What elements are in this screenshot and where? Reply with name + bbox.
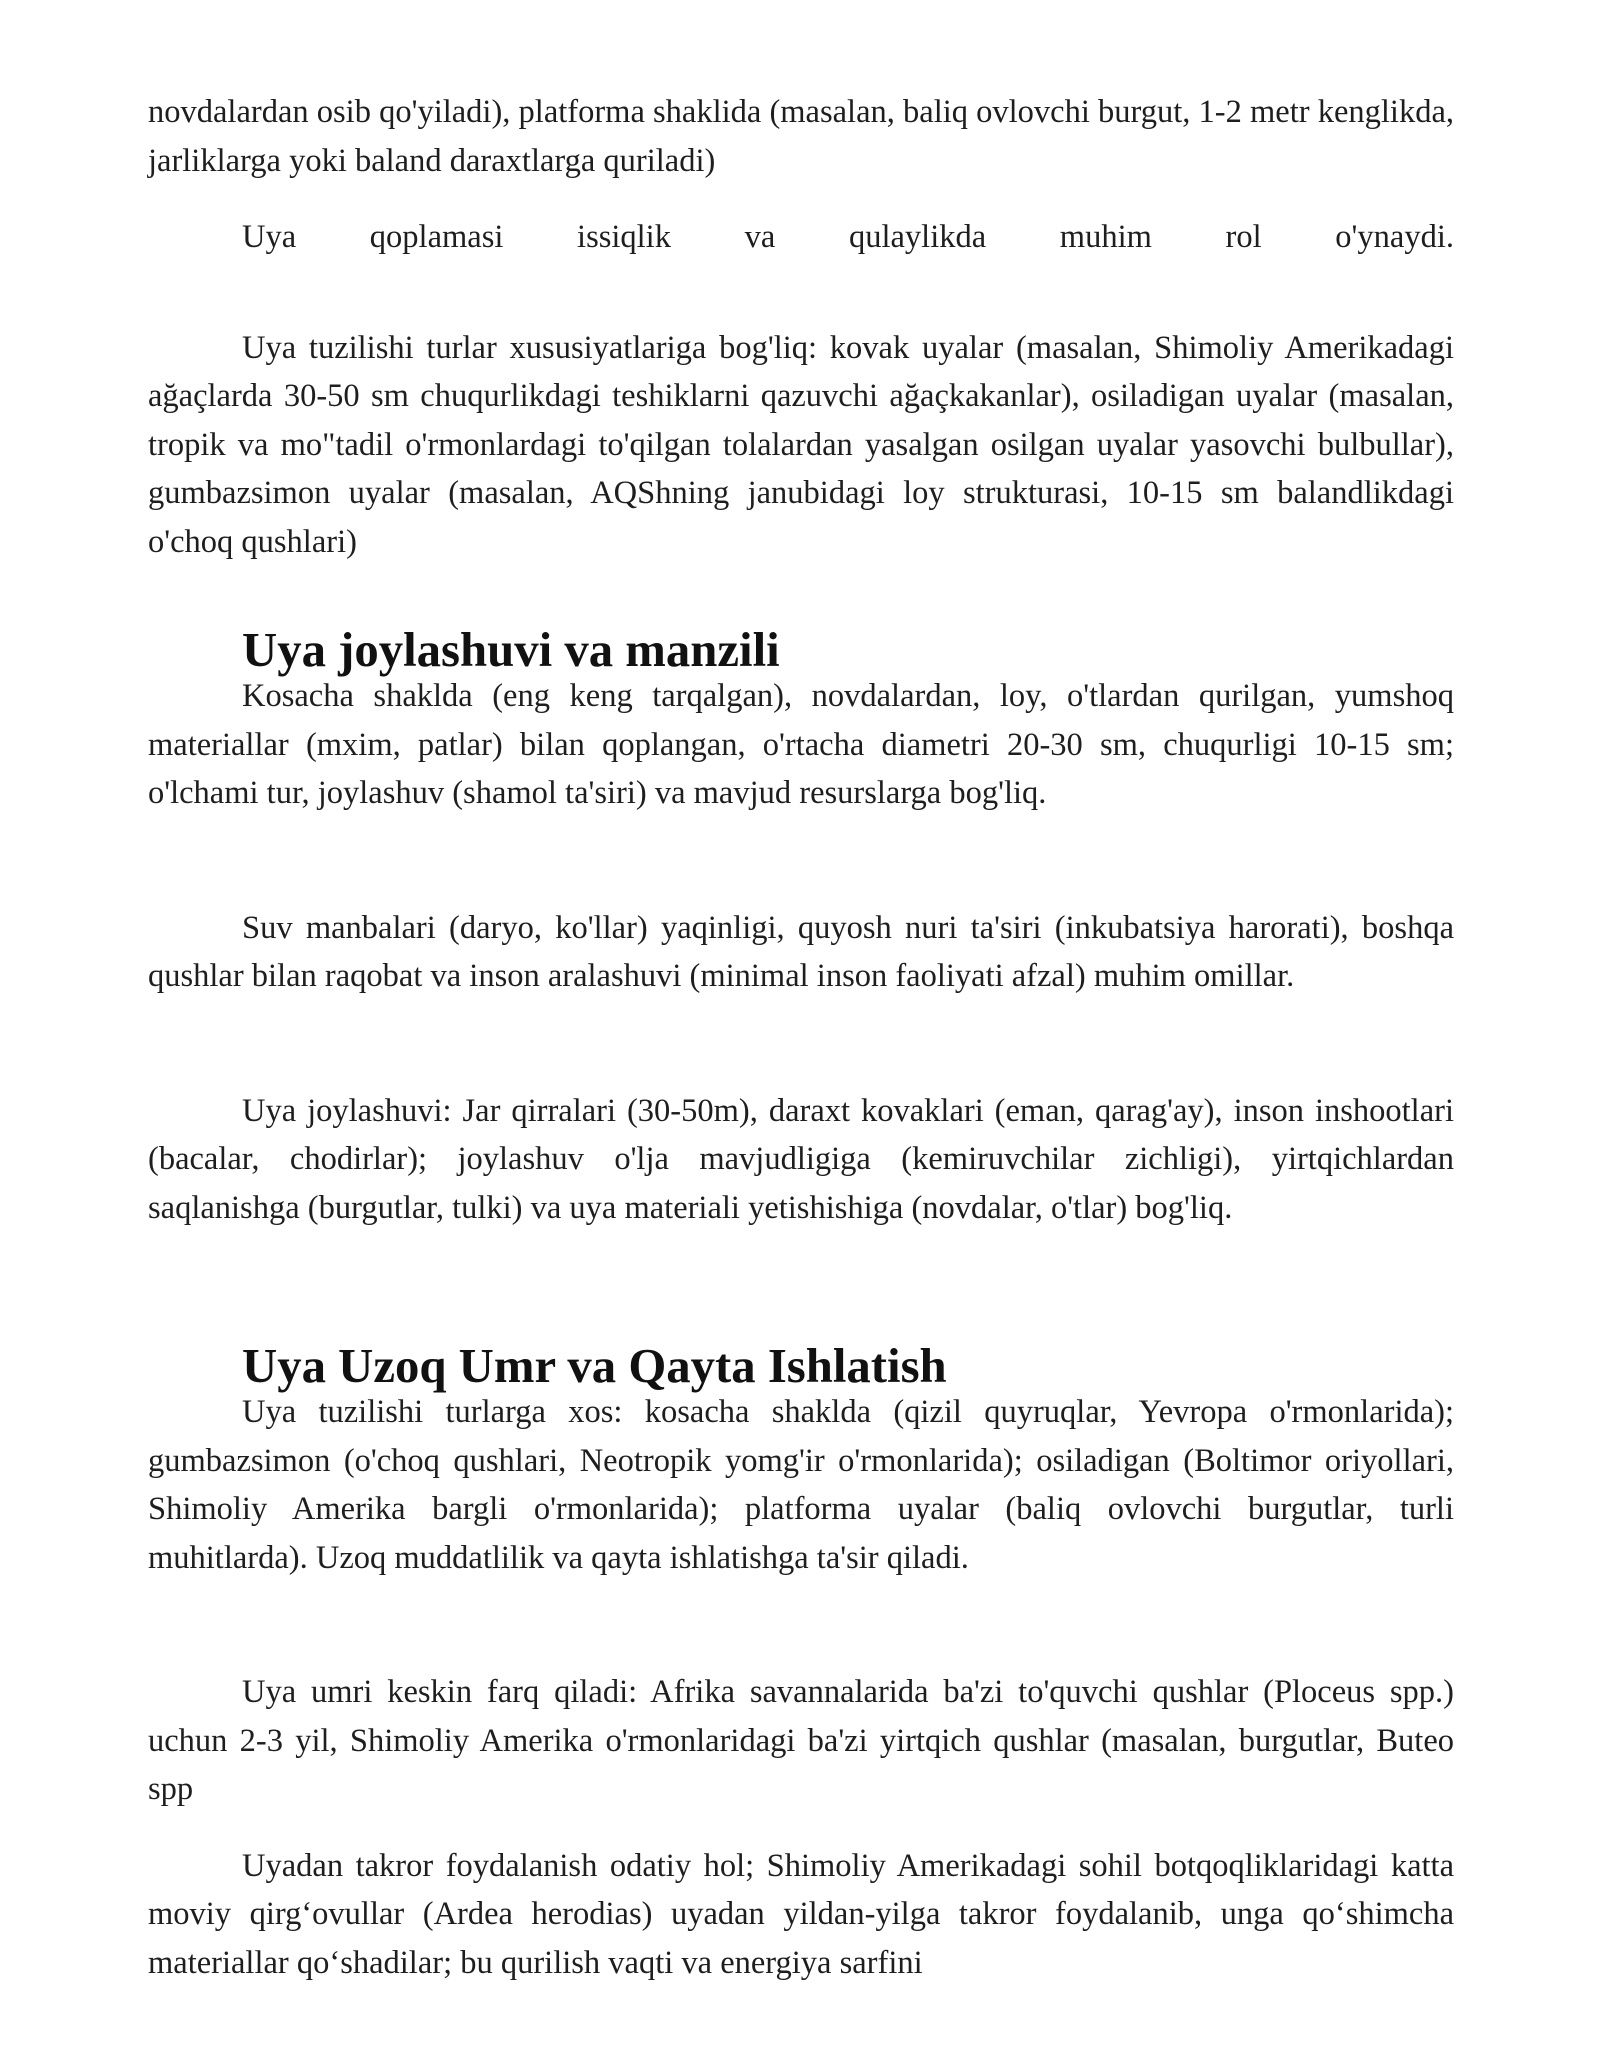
paragraph-nest-lifespan: Uya umri keskin farq qiladi: Afrika savannalarida ba'zi to'quvchi qushlar (Ploceus spp.) uchun 2-3 yil, Shimoliy Amerika o'rmonlaridagi ba'zi yirtqich qushlar (masalan, burgutlar, Buteo spp: [148, 1674, 1454, 1807]
paragraph-nest-structure-species: Uya tuzilishi turlarga xos: kosacha shakldа (qizil quyruqlar, Yevropa o'rmonlarida); gumbazsimon (o'choq qushlari, Neotropik yomg'ir o'rmonlarida); osiladigan (Boltimor oriyollari, Shimoliy Amerika bargli o'rmonlarida); platforma uyalar (baliq ovlovchi burgutlar, turli muhitlarda). Uzoq muddatlilik va qayta ishlatishga ta'sir qiladi.: [148, 1394, 1454, 1576]
paragraph-nest-structure-types: Uya tuzilishi turlar xususiyatlariga bog'liq: kovak uyalar (masalan, Shimoliy Amerikadagi ağaçlarda 30-50 sm chuqurlikdagi teshiklarni qazuvchi ağaçkakanlar), osiladigan uyalar (masalan, tropik va mo"tadil o'rmonlardagi to'qilgan tolalardan yasalgan osilgan uyalar yasovchi bulbullar), gumbazsimon uyalar (masalan, AQShning janubidagi loy strukturasi, 10-15 sm balandlikdagi o'choq qushlari): [148, 329, 1454, 560]
paragraph-nest-platform-continuation: novdalardan osib qo'yiladi), platforma shaklida (masalan, baliq ovlovchi burgut, 1-2 metr kenglikda, jarliklarga yoki baland daraxtlarga quriladi): [148, 94, 1454, 179]
section-heading-nest-location: Uya joylashuvi va manzili: [242, 623, 780, 677]
section-heading-nest-longevity: Uya Uzoq Umr va Qayta Ishlatish: [242, 1339, 947, 1393]
paragraph-nest-lining: Uya qoplamasi issiqlik va qulaylikda muhim rol o'ynaydi.: [242, 219, 1454, 255]
paragraph-nest-placement: Uya joylashuvi: Jar qirralari (30-50m), daraxt kovaklari (eman, qarag'ay), inson inshootlari (bacalar, chodirlar); joylashuv o'lja mavjudligiga (kemiruvchilar zichligi), yirtqichlardan saqlanishga (burgutlar, tulki) va uya materiali yetishishiga (novdalar, o'tlar) bog'liq.: [148, 1092, 1454, 1226]
paragraph-nest-reuse: Uyadan takror foydalanish odatiy hol; Shimoliy Amerikadagi sohil botqoqliklaridagi katta moviy qirgʻovullar (Ardea herodias) uyadan yildan-yilga takror foydalanib, unga qoʻshimcha materiallar qoʻshadilar; bu qurilish vaqti va energiya sarfini: [148, 1847, 1454, 1981]
document-page: [148, 88, 1454, 1987]
paragraph-cup-nest: Kosacha shaklda (eng keng tarqalgan), novdalardan, loy, o'tlardan qurilgan, yumshoq materiallar (mxim, patlar) bilan qoplangan, o'rtacha diametri 20-30 sm, chuqurligi 10-15 sm; o'lchami tur, joylashuv (shamol ta'siri) va mavjud resurslarga bog'liq.: [148, 678, 1454, 811]
paragraph-site-factors: Suv manbalari (daryo, ko'llar) yaqinligi, quyosh nuri ta'siri (inkubatsiya harorati), boshqa qushlar bilan raqobat va inson aralashuvi (minimal inson faoliyati afzal) muhim omillar.: [148, 909, 1454, 994]
